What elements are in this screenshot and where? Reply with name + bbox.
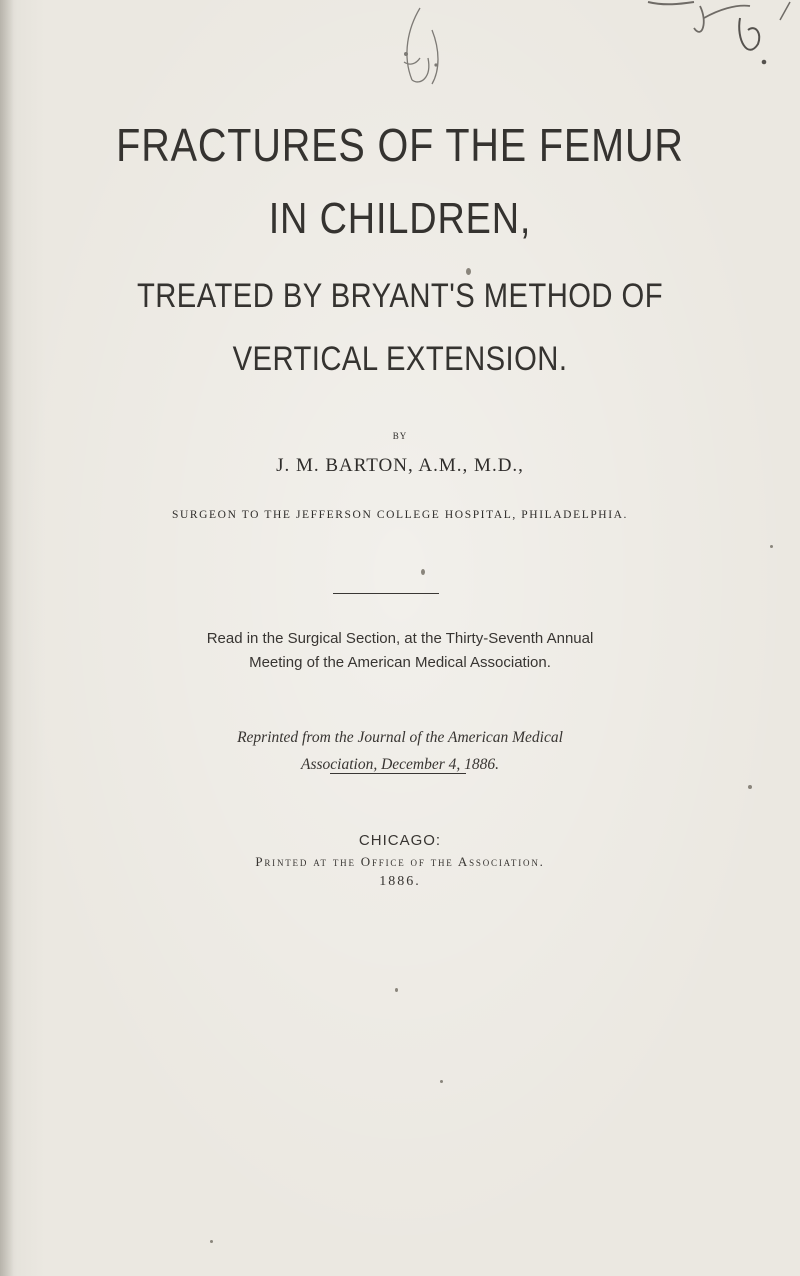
paper-speck xyxy=(421,569,425,575)
paper-speck xyxy=(440,1080,443,1083)
read-note-line-1: Read in the Surgical Section, at the Thirty-Seventh Annual xyxy=(206,630,594,647)
paper-speck xyxy=(395,988,398,992)
author-name: J. M. BARTON, A.M., M.D., xyxy=(276,455,524,476)
imprint-year: 1886. xyxy=(379,874,421,889)
author-affiliation: SURGEON TO THE JEFFERSON COLLEGE HOSPITAL, PHILADELPHIA. xyxy=(171,509,629,521)
paper-speck xyxy=(466,268,471,275)
by-label: BY xyxy=(392,431,408,441)
paper-speck xyxy=(210,1240,213,1243)
handwritten-ink-mark xyxy=(640,0,800,70)
divider-rule-lower xyxy=(330,773,466,774)
paper-speck xyxy=(748,785,752,789)
reprint-note xyxy=(0,724,800,778)
divider-rule xyxy=(333,593,439,594)
title-line-1: FRACTURES OF THE FEMUR xyxy=(116,119,684,171)
reprint-line-2: Association, December 4, 1886. xyxy=(300,756,500,773)
read-note xyxy=(0,627,800,675)
subtitle-line-2: VERTICAL EXTENSION. xyxy=(232,340,568,378)
handwritten-pencil-mark xyxy=(380,0,470,95)
subtitle-line-1: TREATED BY BRYANT'S METHOD OF xyxy=(136,277,664,315)
paper-speck xyxy=(770,545,773,548)
reprint-line-1: Reprinted from the Journal of the American Medical xyxy=(237,729,563,746)
read-note-line-2: Meeting of the American Medical Association. xyxy=(249,654,551,671)
imprint xyxy=(0,830,800,892)
title-line-2: IN CHILDREN, xyxy=(268,194,532,243)
imprint-city: CHICAGO: xyxy=(358,832,442,849)
imprint-printer: Printed at the Office of the Association. xyxy=(255,854,545,869)
